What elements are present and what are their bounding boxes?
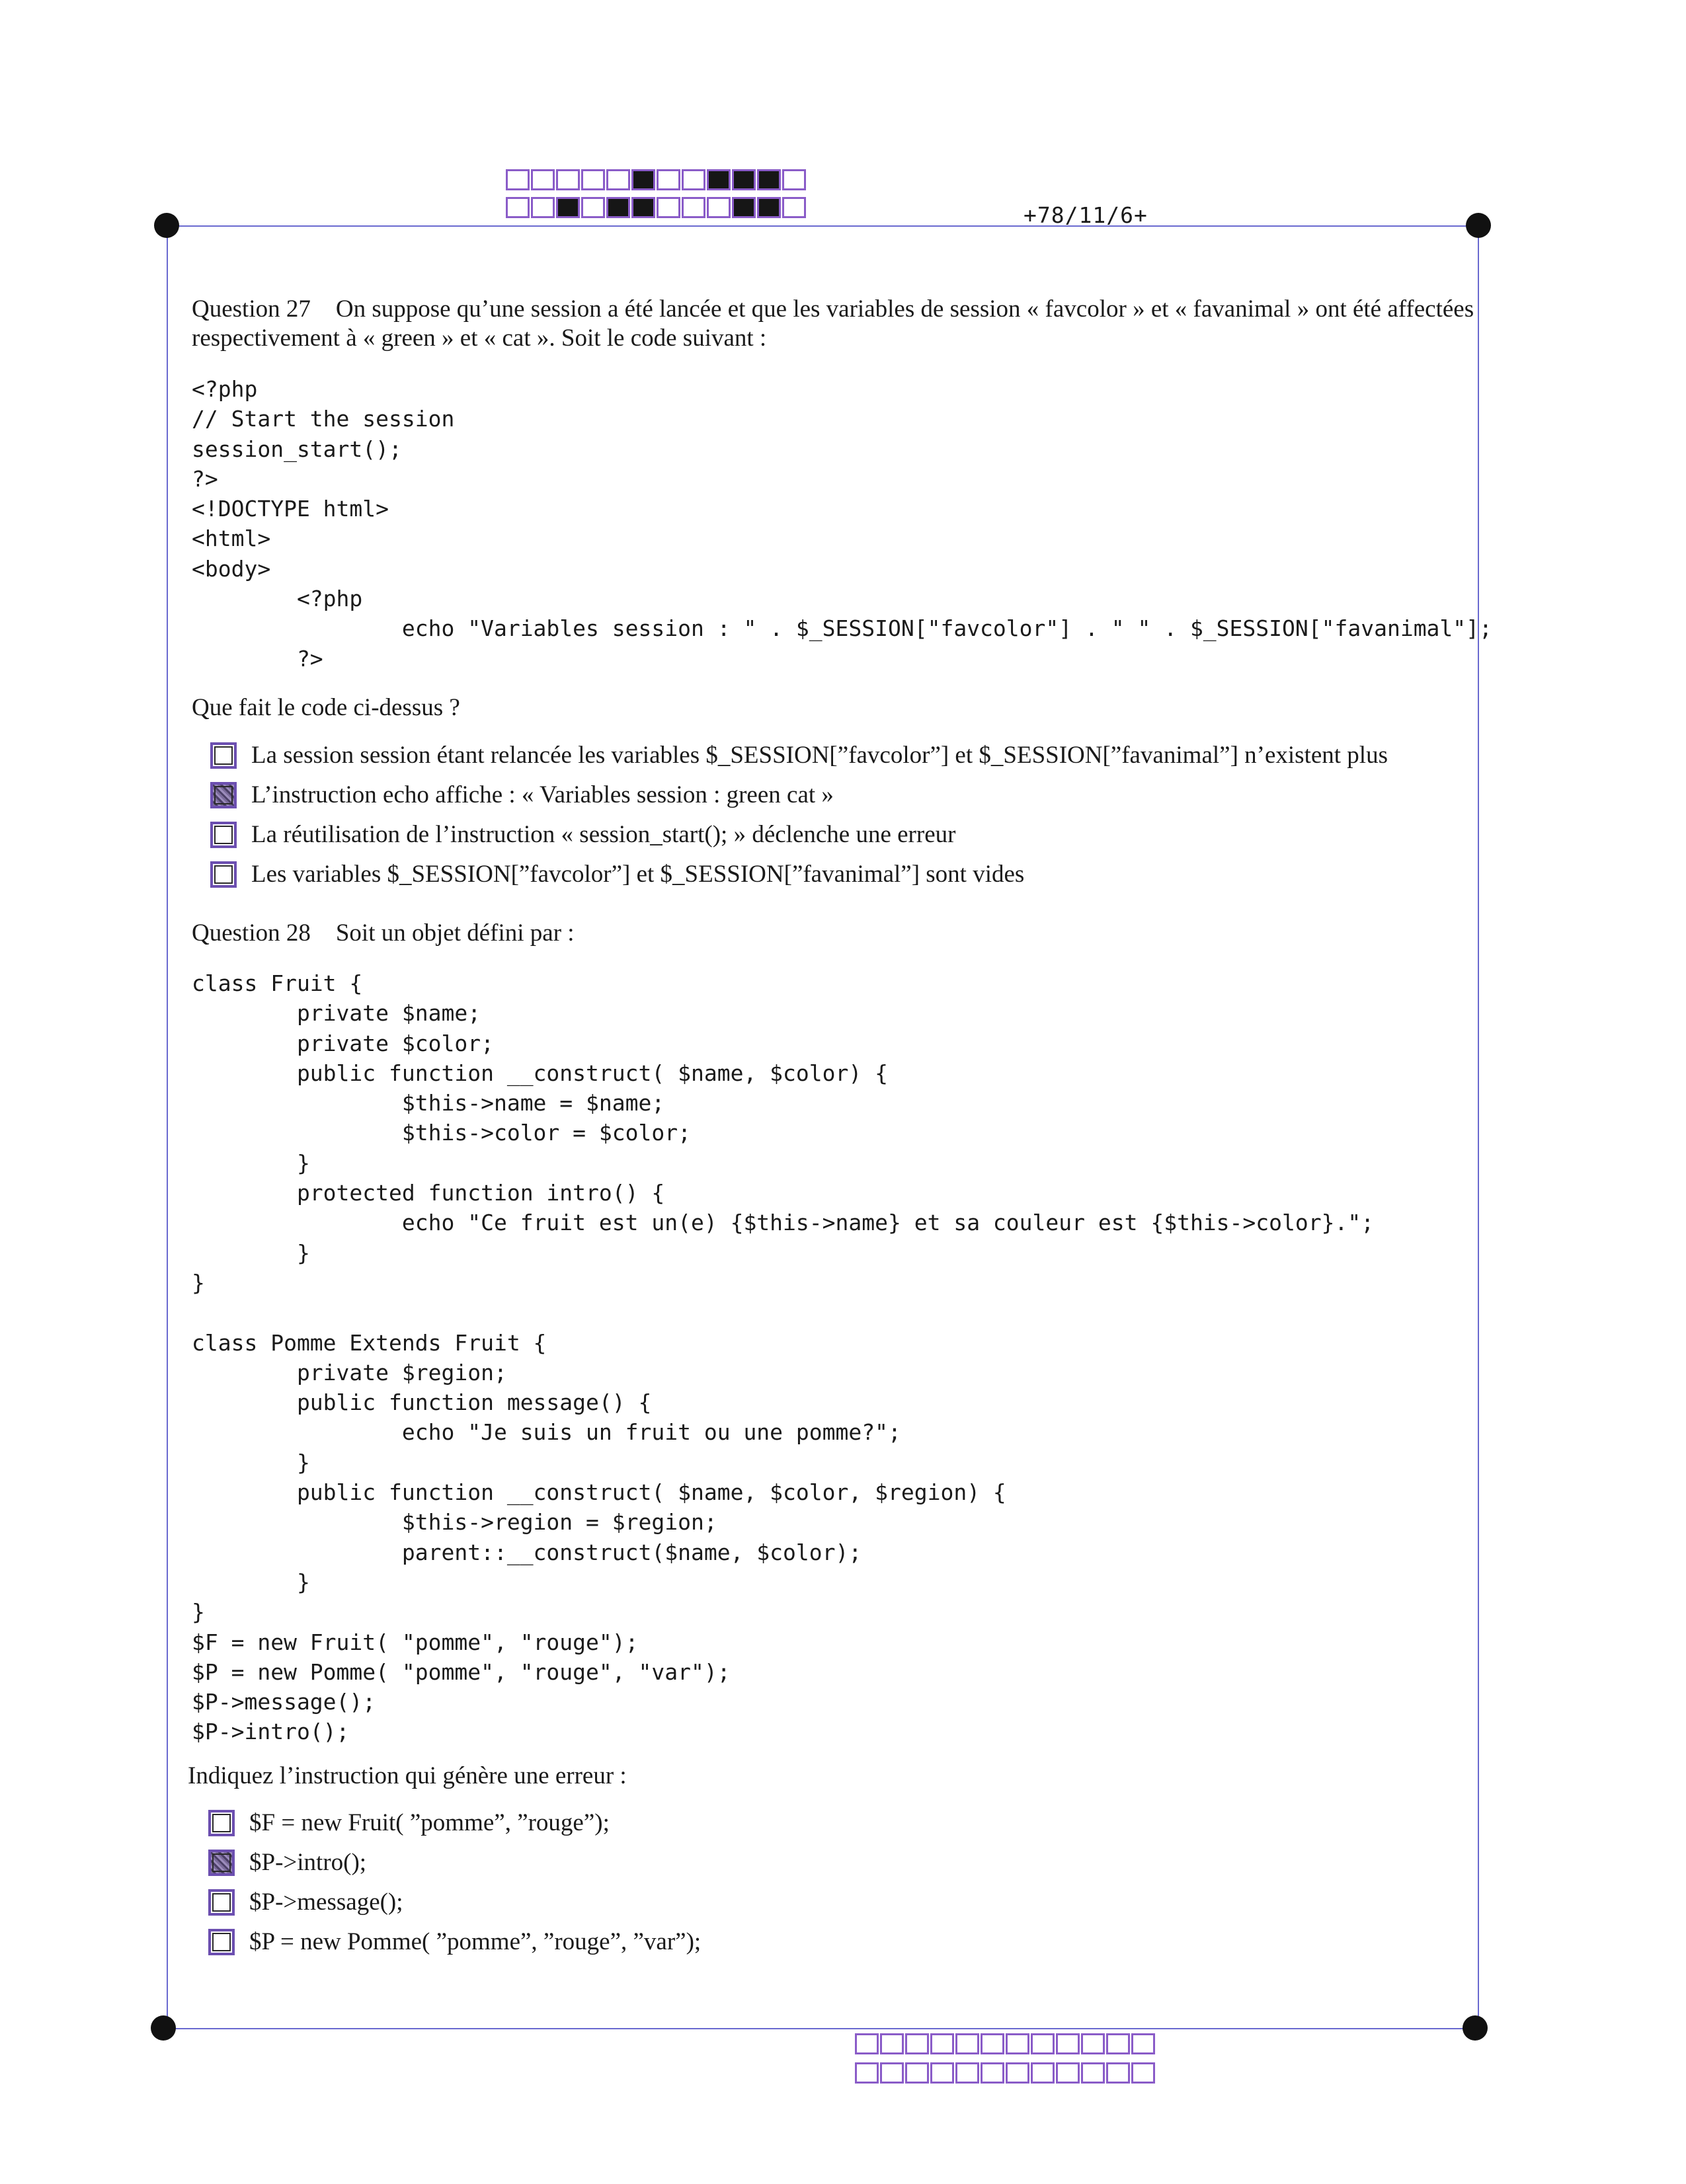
code-row	[855, 2062, 1156, 2084]
corner-mark-top-left	[154, 213, 179, 238]
top-binary-code	[506, 169, 807, 218]
answer-checkbox[interactable]	[208, 1810, 235, 1836]
question-28	[192, 919, 1474, 948]
code-square-empty	[855, 2062, 879, 2084]
code-square-empty	[880, 2062, 904, 2084]
code-block-q28: class Fruit { private $name; private $color; public function __construct( $name, $color) { $this->name = $name; $this->color = $color; } protected function intro() { echo "Ce fruit est un(e) {$this->name} et sa couleur est {$this->color}."; } } class Pomme Extends Fruit { private $region; public function message() { echo "Je suis un fruit ou une pomme?"; } public function __construct( $name, $color, $region) { $this->region = $region; parent::__construct($name, $color); } } $F = new Fruit( "pomme", "rouge"); $P = new Pomme( "pomme", "rouge", "var"); $P->message(); $P->intro();	[192, 970, 1375, 1745]
code-square-empty	[1131, 2033, 1155, 2054]
code-square-filled	[631, 197, 655, 218]
frame-top-line	[167, 225, 1479, 227]
answer-label: $P = new Pomme( ”pomme”, ”rouge”, ”var”);	[249, 1928, 702, 1955]
answer-option[interactable]	[210, 781, 834, 809]
code-square-empty	[531, 169, 555, 190]
code-square-empty	[1056, 2033, 1080, 2054]
code-square-empty	[1081, 2062, 1105, 2084]
code-square-empty	[581, 169, 605, 190]
page-id: +78/11/6+	[1024, 202, 1148, 228]
code-row	[506, 197, 807, 218]
code-square-empty	[657, 197, 680, 218]
question-text: Soit un objet défini par :	[335, 919, 575, 947]
code-square-empty	[905, 2033, 929, 2054]
answer-label: $F = new Fruit( ”pomme”, ”rouge”);	[249, 1809, 610, 1836]
code-block-q27: <?php // Start the session session_start(); ?> <!DOCTYPE html> <html> <body> <?php echo "Variables session : " . $_SESSION["favcolor"] . " " . $_SESSION["favanimal"]; ?>	[192, 376, 1492, 672]
code-square-empty	[880, 2033, 904, 2054]
answer-checkbox[interactable]	[210, 861, 237, 888]
code-square-filled	[732, 169, 756, 190]
frame-left-line	[167, 225, 168, 2028]
code-square-empty	[1106, 2062, 1130, 2084]
question-prompt: Indiquez l’instruction qui génère une erreur :	[188, 1762, 627, 1789]
code-square-filled	[606, 197, 630, 218]
question-number: Question 27	[192, 295, 311, 323]
code-square-empty	[606, 169, 630, 190]
code-square-empty	[1131, 2062, 1155, 2084]
answer-label: $P->message();	[249, 1889, 403, 1916]
code-square-filled	[556, 197, 580, 218]
code-square-empty	[855, 2033, 879, 2054]
code-square-empty	[905, 2062, 929, 2084]
answer-option[interactable]	[210, 860, 1024, 888]
code-square-empty	[682, 197, 705, 218]
code-square-filled	[631, 169, 655, 190]
answer-option[interactable]	[210, 741, 1388, 769]
code-square-empty	[531, 197, 555, 218]
code-square-empty	[682, 169, 705, 190]
answer-label: $P->intro();	[249, 1849, 367, 1876]
code-square-empty	[930, 2033, 954, 2054]
code-square-empty	[1006, 2062, 1029, 2084]
code-square-filled	[757, 197, 781, 218]
answer-option[interactable]	[208, 1809, 610, 1837]
answer-label: La réutilisation de l’instruction « session_start(); » déclenche une erreur	[251, 821, 956, 848]
answer-checkbox[interactable]	[208, 1850, 235, 1876]
answer-checkbox[interactable]	[208, 1929, 235, 1955]
code-square-empty	[981, 2033, 1004, 2054]
code-row	[506, 169, 807, 190]
answer-checkbox[interactable]	[210, 782, 237, 808]
corner-mark-bottom-right	[1463, 2015, 1488, 2041]
code-square-filled	[732, 197, 756, 218]
code-square-empty	[506, 169, 530, 190]
answer-option[interactable]	[210, 820, 955, 849]
code-square-empty	[506, 197, 530, 218]
question-number: Question 28	[192, 919, 311, 947]
code-square-empty	[1031, 2033, 1055, 2054]
frame-bottom-line	[164, 2028, 1476, 2029]
answer-label: La session session étant relancée les variables $_SESSION[”favcolor”] et $_SESSION[”favanimal”] n’existent plus	[251, 742, 1388, 769]
answer-option[interactable]	[208, 1888, 403, 1916]
code-square-empty	[782, 197, 806, 218]
answer-label: Les variables $_SESSION[”favcolor”] et $_SESSION[”favanimal”] sont vides	[251, 861, 1025, 888]
code-row	[855, 2033, 1156, 2054]
question-text: On suppose qu’une session a été lancée et que les variables de session « favcolor » et « favanimal » ont été affectées respectivement à « green » et « cat ». Soit le code suivant :	[192, 295, 1474, 352]
code-square-empty	[657, 169, 680, 190]
code-square-empty	[556, 169, 580, 190]
question-prompt: Que fait le code ci-dessus ?	[192, 694, 460, 721]
answer-option[interactable]	[208, 1848, 366, 1877]
answer-checkbox[interactable]	[210, 742, 237, 769]
code-square-empty	[981, 2062, 1004, 2084]
question-27	[192, 295, 1474, 353]
bottom-binary-code	[855, 2033, 1156, 2084]
code-square-empty	[581, 197, 605, 218]
code-square-filled	[757, 169, 781, 190]
code-square-filled	[707, 169, 731, 190]
corner-mark-bottom-left	[151, 2015, 176, 2041]
code-square-empty	[1106, 2033, 1130, 2054]
code-square-empty	[1056, 2062, 1080, 2084]
answer-option[interactable]	[208, 1928, 701, 1956]
code-square-empty	[930, 2062, 954, 2084]
code-square-empty	[1031, 2062, 1055, 2084]
code-square-empty	[955, 2062, 979, 2084]
code-square-empty	[1081, 2033, 1105, 2054]
answer-checkbox[interactable]	[210, 822, 237, 848]
corner-mark-top-right	[1466, 213, 1491, 238]
answer-checkbox[interactable]	[208, 1889, 235, 1916]
code-square-empty	[1006, 2033, 1029, 2054]
answer-label: L’instruction echo affiche : « Variables session : green cat »	[251, 781, 834, 808]
code-square-empty	[782, 169, 806, 190]
code-square-empty	[707, 197, 731, 218]
code-square-empty	[955, 2033, 979, 2054]
